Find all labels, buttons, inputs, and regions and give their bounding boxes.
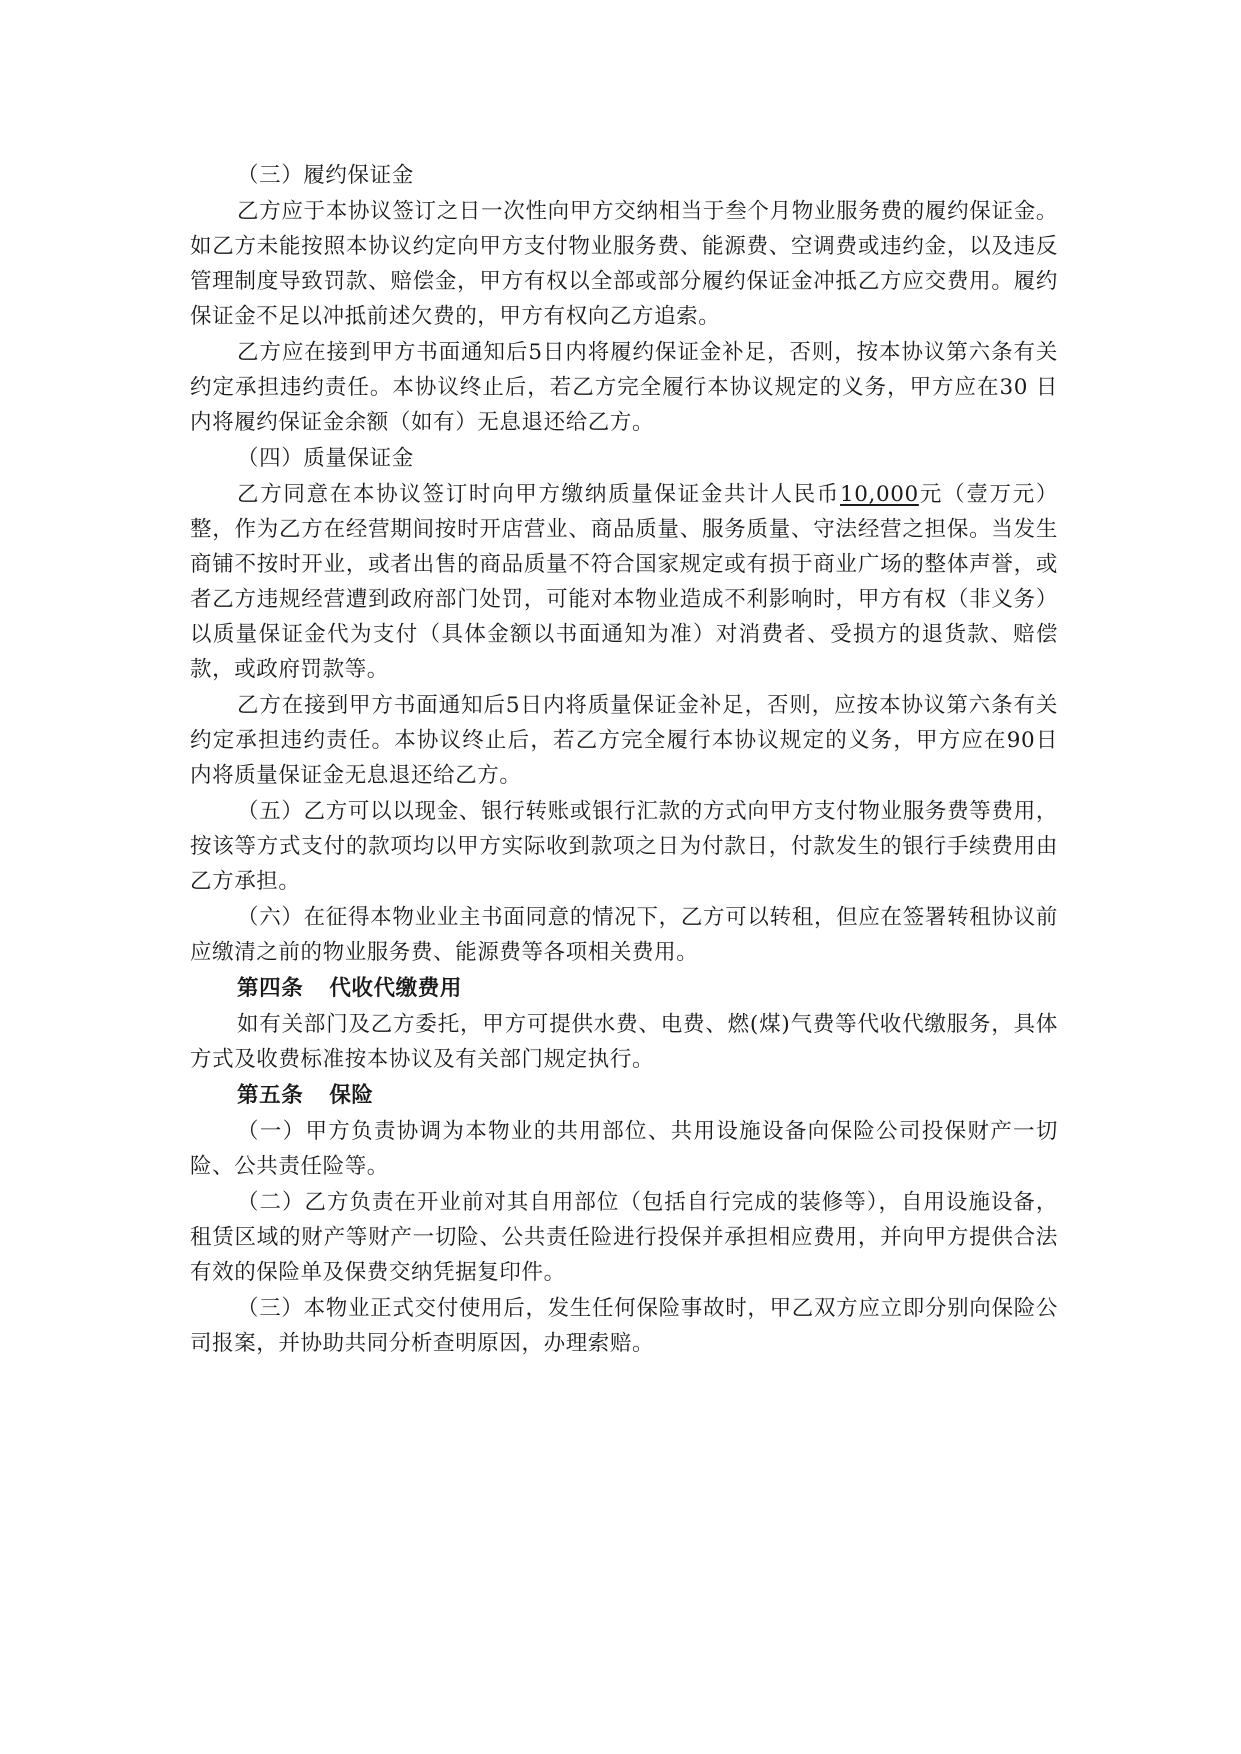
article-4-number: 第四条 — [237, 976, 304, 1001]
paragraph-collection-service: 如有关部门及乙方委托，甲方可提供水费、电费、燃(煤)气费等代收代缴服务，具体方式及收费标准按本协议及有关部门规定执行。 — [190, 1012, 1058, 1072]
quality-deposit-amount: 10,000 — [840, 482, 919, 507]
quality-deposit-text-a: 乙方同意在本协议签订时向甲方缴纳质量保证金共计人民币 — [237, 482, 840, 507]
quality-deposit-text-b: 元（壹万元）整，作为乙方在经营期间按时开店营业、商品质量、服务质量、守法经营之担保。当发生商铺不按时开业，或者出售的商品质量不符合国家规定或有损于商业广场的整体声誉，或者乙方违规经营遭到政府部门处罚，可能对本物业造成不利影响时，甲方有权（非义务）以质量保证金代为支付（具体金额以书面通知为准）对消费者、受损方的退货款、赔偿款，或政府罚款等。 — [190, 482, 1058, 682]
article-4-heading — [190, 971, 1058, 1006]
article-5-heading — [190, 1078, 1058, 1113]
paragraph-insurance-1: （一）甲方负责协调为本物业的共用部位、共用设施设备向保险公司投保财产一切险、公共责任险等。 — [190, 1119, 1058, 1179]
paragraph-insurance-3: （三）本物业正式交付使用后，发生任何保险事故时，甲乙双方应立即分别向保险公司报案，并协助共同分析查明原因，办理索赔。 — [190, 1296, 1058, 1356]
paragraph-sublease: （六）在征得本物业业主书面同意的情况下，乙方可以转租，但应在签署转租协议前应缴清之前的物业服务费、能源费等各项相关费用。 — [190, 905, 1058, 965]
article-4-title: 代收代缴费用 — [329, 976, 462, 1001]
article-5-number: 第五条 — [237, 1083, 304, 1108]
paragraph-performance-deposit: 乙方应于本协议签订之日一次性向甲方交纳相当于叁个月物业服务费的履约保证金。如乙方未能按照本协议约定向甲方支付物业服务费、能源费、空调费或违约金，以及违反管理制度导致罚款、赔偿金，甲方有权以全部或部分履约保证金冲抵乙方应交费用。履约保证金不足以冲抵前述欠费的，甲方有权向乙方追索。 — [190, 199, 1058, 329]
article-5-title: 保险 — [329, 1083, 374, 1108]
section-3-title: （三）履约保证金 — [237, 163, 414, 188]
document-page — [190, 158, 1058, 1362]
paragraph-quality-deposit — [190, 477, 1058, 687]
paragraph-payment-methods: （五）乙方可以以现金、银行转账或银行汇款的方式向甲方支付物业服务费等费用，按该等方式支付的款项均以甲方实际收到款项之日为付款日，付款发生的银行手续费用由乙方承担。 — [190, 799, 1058, 894]
paragraph-insurance-2: （二）乙方负责在开业前对其自用部位（包括自行完成的装修等），自用设施设备，租赁区域的财产等财产一切险、公共责任险进行投保并承担相应费用，并向甲方提供合法有效的保险单及保费交纳凭据复印件。 — [190, 1190, 1058, 1285]
paragraph-deposit-replenish: 乙方应在接到甲方书面通知后5日内将履约保证金补足，否则，按本协议第六条有关约定承担违约责任。本协议终止后，若乙方完全履行本协议规定的义务，甲方应在30 日内将履约保证金余额（如有）无息退还给乙方。 — [190, 340, 1058, 435]
paragraph-quality-replenish: 乙方在接到甲方书面通知后5日内将质量保证金补足，否则，应按本协议第六条有关约定承担违约责任。本协议终止后，若乙方完全履行本协议规定的义务，甲方应在90日内将质量保证金无息退还给乙方。 — [190, 693, 1058, 788]
section-4-title: （四）质量保证金 — [237, 446, 414, 471]
